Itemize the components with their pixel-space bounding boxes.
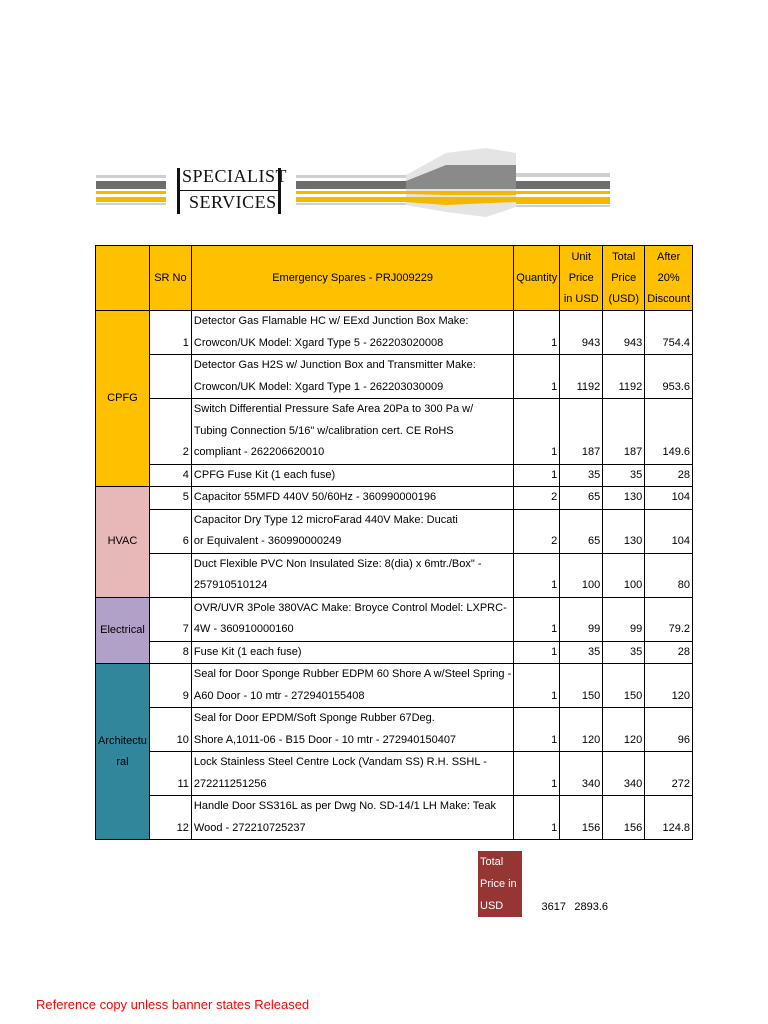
discount-price-cell: 96 bbox=[645, 708, 693, 752]
description-cell: Duct Flexible PVC Non Insulated Size: 8(dia) x 6mtr./Box" - 257910510124 bbox=[191, 553, 513, 597]
description-cell: CPFG Fuse Kit (1 each fuse) bbox=[191, 464, 513, 487]
sr-no-cell: 6 bbox=[149, 509, 191, 553]
header-quantity: Quantity bbox=[514, 246, 560, 311]
header-unit-price: Unit Price in USD bbox=[560, 246, 603, 311]
discount-price-cell: 104 bbox=[645, 509, 693, 553]
total-price-cell: 1192 bbox=[603, 355, 645, 399]
description-cell: Seal for Door EPDM/Soft Sponge Rubber 67Deg. Shore A,1011-06 - B15 Door - 10 mtr - 272940150407 bbox=[191, 708, 513, 752]
sr-no-cell: 8 bbox=[149, 641, 191, 664]
total-price-cell: 340 bbox=[603, 752, 645, 796]
table-row bbox=[96, 796, 693, 840]
unit-price-cell: 65 bbox=[560, 487, 603, 510]
description-cell: Fuse Kit (1 each fuse) bbox=[191, 641, 513, 664]
quantity-cell: 1 bbox=[514, 641, 560, 664]
table-row bbox=[96, 464, 693, 487]
sr-no-cell: 12 bbox=[149, 796, 191, 840]
total-price-cell: 99 bbox=[603, 597, 645, 641]
spares-table bbox=[95, 245, 693, 840]
description-cell: Seal for Door Sponge Rubber EDPM 60 Shore A w/Steel Spring - A60 Door - 10 mtr - 272940155408 bbox=[191, 664, 513, 708]
table-header-row bbox=[96, 246, 693, 311]
category-cpfg: CPFG bbox=[96, 311, 150, 487]
header-total-price: Total Price (USD) bbox=[603, 246, 645, 311]
description-cell: Handle Door SS316L as per Dwg No. SD-14/1 LH Make: Teak Wood - 272210725237 bbox=[191, 796, 513, 840]
table-row bbox=[96, 311, 693, 355]
description-cell: Switch Differential Pressure Safe Area 20Pa to 300 Pa w/ Tubing Connection 5/16" w/calibration cert. CE RoHS compliant - 262206620010 bbox=[191, 399, 513, 465]
header-description: Emergency Spares - PRJ009229 bbox=[191, 246, 513, 311]
total-price-cell: 130 bbox=[603, 509, 645, 553]
unit-price-cell: 340 bbox=[560, 752, 603, 796]
table-row bbox=[96, 553, 693, 597]
grand-total-value: 3617 bbox=[541, 901, 566, 913]
logo-text-line1: SPECIALIST bbox=[182, 166, 288, 186]
sr-no-cell: 2 bbox=[149, 399, 191, 465]
category-architectural: Architectu ral bbox=[96, 664, 150, 840]
total-price-cell: 943 bbox=[603, 311, 645, 355]
quantity-cell: 2 bbox=[514, 487, 560, 510]
table-row bbox=[96, 355, 693, 399]
unit-price-cell: 943 bbox=[560, 311, 603, 355]
quantity-cell: 1 bbox=[514, 597, 560, 641]
unit-price-cell: 150 bbox=[560, 664, 603, 708]
discount-price-cell: 754.4 bbox=[645, 311, 693, 355]
unit-price-cell: 156 bbox=[560, 796, 603, 840]
total-price-cell: 120 bbox=[603, 708, 645, 752]
quantity-cell: 1 bbox=[514, 708, 560, 752]
quantity-cell: 1 bbox=[514, 553, 560, 597]
discount-price-cell: 80 bbox=[645, 553, 693, 597]
quantity-cell: 1 bbox=[514, 664, 560, 708]
description-cell: Lock Stainless Steel Centre Lock (Vandam SS) R.H. SSHL - 272211251256 bbox=[191, 752, 513, 796]
quantity-cell: 1 bbox=[514, 399, 560, 465]
total-price-cell: 187 bbox=[603, 399, 645, 465]
sr-no-cell: 9 bbox=[149, 664, 191, 708]
discount-price-cell: 120 bbox=[645, 664, 693, 708]
sr-no-cell: 4 bbox=[149, 464, 191, 487]
table-row bbox=[96, 509, 693, 553]
unit-price-cell: 35 bbox=[560, 641, 603, 664]
discount-price-cell: 79.2 bbox=[645, 597, 693, 641]
category-electrical: Electrical bbox=[96, 597, 150, 664]
table-row bbox=[96, 641, 693, 664]
description-cell: Detector Gas Flamable HC w/ EExd Junction Box Make: Crowcon/UK Model: Xgard Type 5 - 262203020008 bbox=[191, 311, 513, 355]
total-price-cell: 156 bbox=[603, 796, 645, 840]
total-price-cell: 35 bbox=[603, 641, 645, 664]
total-price-cell: 100 bbox=[603, 553, 645, 597]
sr-no-cell: 7 bbox=[149, 597, 191, 641]
discount-price-cell: 28 bbox=[645, 641, 693, 664]
total-price-cell: 130 bbox=[603, 487, 645, 510]
sr-no-cell: 1 bbox=[149, 311, 191, 355]
category-hvac: HVAC bbox=[96, 487, 150, 598]
discount-price-cell: 124.8 bbox=[645, 796, 693, 840]
unit-price-cell: 35 bbox=[560, 464, 603, 487]
sr-no-cell: 10 bbox=[149, 708, 191, 752]
sr-no-cell bbox=[149, 355, 191, 399]
total-price-cell: 150 bbox=[603, 664, 645, 708]
company-logo bbox=[175, 166, 288, 216]
unit-price-cell: 99 bbox=[560, 597, 603, 641]
discount-price-cell: 104 bbox=[645, 487, 693, 510]
quantity-cell: 1 bbox=[514, 311, 560, 355]
discount-price-cell: 28 bbox=[645, 464, 693, 487]
sr-no-cell: 11 bbox=[149, 752, 191, 796]
description-cell: Capacitor Dry Type 12 microFarad 440V Make: Ducati or Equivalent - 360990000249 bbox=[191, 509, 513, 553]
quantity-cell: 1 bbox=[514, 796, 560, 840]
logo-text-line2: SERVICES bbox=[189, 192, 277, 212]
table-row bbox=[96, 399, 693, 465]
header-sr-no: SR No bbox=[149, 246, 191, 311]
description-cell: Capacitor 55MFD 440V 50/60Hz - 360990000196 bbox=[191, 487, 513, 510]
description-cell: OVR/UVR 3Pole 380VAC Make: Broyce Control Model: LXPRC- 4W - 360910000160 bbox=[191, 597, 513, 641]
quantity-cell: 1 bbox=[514, 752, 560, 796]
total-price-cell: 35 bbox=[603, 464, 645, 487]
discount-price-cell: 149.6 bbox=[645, 399, 693, 465]
grand-total-after-discount: 2893.6 bbox=[574, 901, 608, 913]
reference-copy-note: Reference copy unless banner states Released bbox=[36, 997, 310, 1012]
unit-price-cell: 100 bbox=[560, 553, 603, 597]
header-banner bbox=[96, 145, 610, 220]
table-row bbox=[96, 487, 693, 510]
quantity-cell: 1 bbox=[514, 464, 560, 487]
header-category bbox=[96, 246, 150, 311]
unit-price-cell: 1192 bbox=[560, 355, 603, 399]
table-row bbox=[96, 664, 693, 708]
table-row bbox=[96, 597, 693, 641]
unit-price-cell: 120 bbox=[560, 708, 603, 752]
discount-price-cell: 953.6 bbox=[645, 355, 693, 399]
quantity-cell: 2 bbox=[514, 509, 560, 553]
total-price-label: Total Price in USD bbox=[478, 851, 522, 917]
discount-price-cell: 272 bbox=[645, 752, 693, 796]
sr-no-cell bbox=[149, 553, 191, 597]
unit-price-cell: 65 bbox=[560, 509, 603, 553]
header-after-discount: After 20% Discount bbox=[645, 246, 693, 311]
sr-no-cell: 5 bbox=[149, 487, 191, 510]
table-row bbox=[96, 752, 693, 796]
quantity-cell: 1 bbox=[514, 355, 560, 399]
table-row bbox=[96, 708, 693, 752]
unit-price-cell: 187 bbox=[560, 399, 603, 465]
description-cell: Detector Gas H2S w/ Junction Box and Transmitter Make: Crowcon/UK Model: Xgard Type 1 - 262203030009 bbox=[191, 355, 513, 399]
